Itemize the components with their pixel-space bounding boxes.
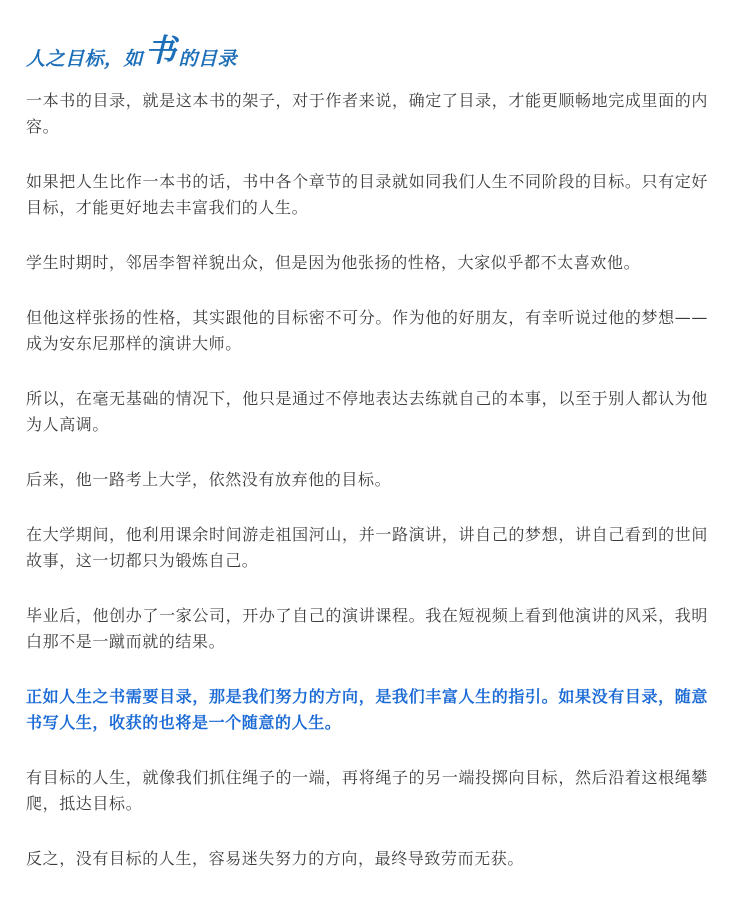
paragraph: 如果把人生比作一本书的话，书中各个章节的目录就如同我们人生不同阶段的目标。只有定好目标，才能更好地去丰富我们的人生。 (26, 172, 708, 217)
paragraph: 学生时期时，邻居李智祥貌出众，但是因为他张扬的性格，大家似乎都不太喜欢他。 (26, 253, 641, 272)
paragraph: 毕业后，他创办了一家公司，开办了自己的演讲课程。我在短视频上看到他演讲的风采，我明白那不是一蹴而就的结果。 (26, 606, 708, 651)
paragraph: 一本书的目录，就是这本书的架子，对于作者来说，确定了目录，才能更顺畅地完成里面的内容。 (26, 91, 708, 136)
title-suffix: 的目录 (178, 48, 238, 70)
emphasis-paragraph: 正如人生之书需要目录，那是我们努力的方向，是我们丰富人生的指引。如果没有目录，随意书写人生，收获的也将是一个随意的人生。 (26, 687, 708, 732)
article-title (26, 0, 708, 70)
article-body (26, 88, 708, 872)
paragraph: 但他这样张扬的性格，其实跟他的目标密不可分。作为他的好朋友，有幸听说过他的梦想——成为安东尼那样的演讲大师。 (26, 308, 708, 353)
paragraph: 后来，他一路考上大学，依然没有放弃他的目标。 (26, 470, 392, 489)
article (26, 0, 708, 901)
paragraph: 反之，没有目标的人生，容易迷失努力的方向，最终导致劳而无获。 (26, 849, 525, 868)
paragraph: 有目标的人生，就像我们抓住绳子的一端，再将绳子的另一端投掷向目标，然后沿着这根绳攀爬，抵达目标。 (26, 768, 708, 813)
title-big-char: 书 (145, 33, 177, 69)
title-prefix: 人之目标，如 (26, 48, 144, 70)
paragraph: 在大学期间，他利用课余时间游走祖国河山，并一路演讲，讲自己的梦想，讲自己看到的世间故事，这一切都只为锻炼自己。 (26, 525, 708, 570)
paragraph: 所以，在毫无基础的情况下，他只是通过不停地表达去练就自己的本事，以至于别人都认为他为人高调。 (26, 389, 708, 434)
